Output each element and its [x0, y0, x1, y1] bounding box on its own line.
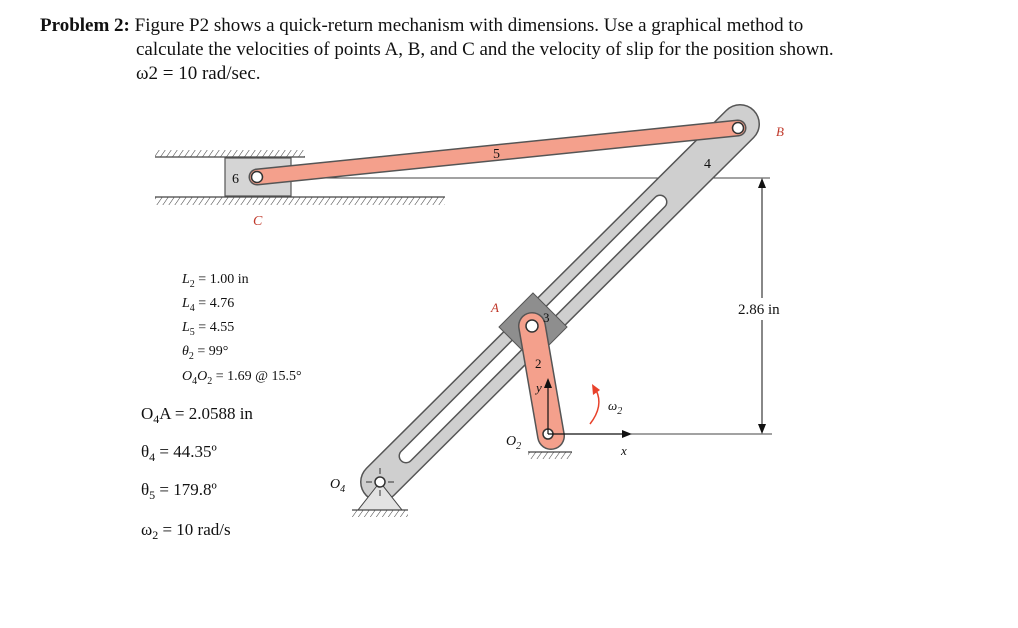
given-L2 [181, 272, 249, 290]
problem-text-line1: Figure P2 shows a quick-return mechanism with dimensions. Use a graphical method to [134, 15, 804, 36]
given-L5-symbol: L [182, 320, 190, 335]
given-theta2-value: = 99° [193, 344, 229, 359]
top-rail-hatch [155, 150, 305, 157]
label-O4-sub: 4 [340, 484, 346, 495]
ground-O4-hatch [352, 510, 408, 517]
ground-O2 [528, 452, 572, 459]
result-O4A-a: O [141, 404, 154, 423]
result-omega2-sub: 2 [152, 528, 159, 542]
pin-B [733, 123, 744, 134]
given-L4-value: = 4.76 [194, 296, 235, 311]
given-L2-symbol: L [182, 272, 190, 287]
x-axis-arrowhead [622, 430, 632, 438]
dimension-2-86 [738, 178, 780, 434]
given-theta2-sub: 2 [188, 351, 194, 362]
problem-text-line2: calculate the velocities of points A, B, and C and the velocity of slip for the position shown. [136, 39, 834, 60]
given-L4-sub: 4 [189, 303, 195, 314]
given-O4O2-b-sub: 2 [207, 376, 213, 387]
pin-C [252, 172, 263, 183]
omega2-arc [590, 390, 599, 424]
omega2-arrowhead [592, 384, 600, 395]
label-O2 [506, 434, 521, 452]
given-O4O2-a: O [182, 369, 193, 384]
given-L2-value: = 1.00 in [194, 272, 249, 287]
given-theta2 [182, 344, 228, 362]
given-L4 [181, 296, 234, 314]
label-point-A: A [491, 300, 499, 315]
label-y-axis: y [536, 380, 542, 395]
given-dimensions [181, 272, 302, 387]
bottom-rail-hatch [155, 197, 445, 205]
given-theta2-symbol: θ [182, 344, 189, 359]
result-theta5 [141, 480, 217, 502]
label-O2-sub: 2 [516, 441, 522, 452]
result-O4A [141, 404, 253, 426]
given-L2-sub: 2 [189, 279, 195, 290]
label-link-2: 2 [535, 356, 542, 371]
problem-label: Problem 2: [40, 15, 130, 36]
result-theta5-value: = 179.8º [155, 480, 217, 499]
label-omega2 [608, 398, 622, 417]
label-point-C: C [253, 214, 263, 229]
given-O4O2-value: = 1.69 @ 15.5° [212, 369, 302, 384]
given-L4-symbol: L [182, 296, 190, 311]
label-link-6: 6 [232, 172, 239, 187]
result-theta5-a: θ [141, 480, 150, 499]
result-theta4 [141, 442, 217, 464]
label-link-3: 3 [543, 310, 550, 325]
results [141, 404, 253, 542]
label-omega2-sub: 2 [617, 406, 623, 417]
label-point-B: B [776, 124, 784, 139]
result-O4A-sub: 4 [153, 412, 160, 426]
label-link-4: 4 [704, 157, 711, 172]
label-omega2-main: ω [608, 398, 618, 413]
result-O4A-value: A = 2.0588 in [159, 404, 253, 423]
given-O4O2-b: O [197, 369, 208, 384]
result-theta4-value: = 44.35º [155, 442, 217, 461]
problem-text-line3: ω2 = 10 rad/sec. [136, 63, 261, 84]
omega2-arrow [590, 384, 600, 424]
label-O4 [330, 477, 345, 495]
given-L5-value: = 4.55 [194, 320, 235, 335]
result-omega2-a: ω [141, 520, 153, 539]
given-L5 [181, 320, 234, 338]
result-omega2-value: = 10 rad/s [158, 520, 231, 539]
label-x-axis: x [621, 443, 627, 458]
result-theta5-sub: 5 [149, 488, 156, 502]
given-O4O2 [182, 369, 302, 387]
given-L5-sub: 5 [189, 327, 195, 338]
pin-A [526, 320, 538, 332]
dimension-label: 2.86 in [738, 302, 780, 318]
pin-O4 [375, 477, 385, 487]
given-O4O2-a-sub: 4 [192, 376, 198, 387]
result-theta4-a: θ [141, 442, 150, 461]
label-link-5: 5 [493, 147, 500, 162]
dimension-arrow-top [758, 178, 766, 188]
result-theta4-sub: 4 [149, 450, 156, 464]
ground-O2-hatch [528, 452, 572, 459]
result-omega2 [141, 520, 231, 542]
dimension-arrow-bottom [758, 424, 766, 434]
label-O2-main: O [506, 434, 517, 449]
label-O4-main: O [330, 477, 341, 492]
